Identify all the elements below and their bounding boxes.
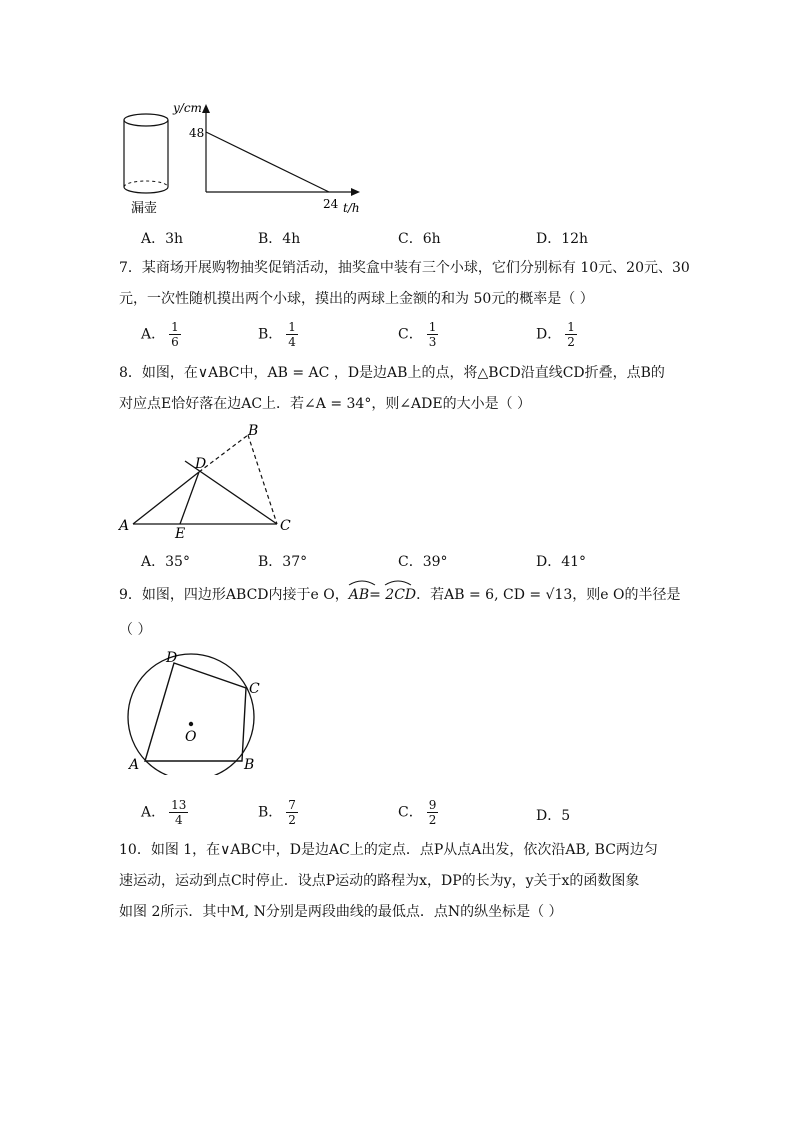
q8-stem-line1: 8．如图，在∨ABC中，AB = AC ，D是边AB上的点，将△BCD沿直线CD折叠，点B的	[119, 365, 665, 381]
point-b-label: B	[244, 757, 255, 773]
center-o-label: O	[185, 729, 197, 745]
q7-stem-line2: 元，一次性随机摸出两个小球，摸出的两球上金额的和为 50元的概率是（ ）	[119, 291, 594, 307]
segment-bc-dashed	[248, 435, 277, 524]
q8-option-d[interactable]: D．41°	[536, 554, 587, 570]
point-a-label: A	[119, 518, 130, 534]
arc-ab: AB	[349, 585, 369, 605]
depth-line	[206, 132, 329, 192]
q9-option-d[interactable]: D．5	[536, 808, 571, 824]
point-d-label: D	[195, 456, 207, 472]
point-e-label: E	[175, 526, 186, 540]
vessel-label: 漏壶	[131, 201, 158, 216]
q9-stem-line1: 9．如图，四边形ABCD内接于e O， AB = 2CD．若AB = 6, CD = √13，则e O的半径是	[119, 585, 681, 605]
point-c-label: C	[249, 681, 260, 697]
quadrilateral-abcd	[145, 663, 246, 761]
segment-db-dashed	[199, 435, 248, 472]
x-axis-label: t/h	[343, 201, 360, 215]
q8-option-c[interactable]: C．39°	[398, 554, 448, 570]
center-o-dot	[189, 722, 193, 726]
y-value-label: 48	[189, 126, 205, 140]
q6-figure	[115, 100, 365, 220]
q10-stem-line1: 10．如图 1，在∨ABC中，D是边AC上的定点．点P从点A出发，依次沿AB, BC两边匀	[119, 842, 658, 858]
q10-stem-line2: 速运动，运动到点C时停止．设点P运动的路程为x，DP的长为y，y关于x的函数图象	[119, 873, 640, 889]
q6-option-c[interactable]: C．6h	[398, 231, 441, 247]
q8-figure	[115, 420, 305, 540]
q8-option-a[interactable]: A．35°	[141, 554, 190, 570]
point-d-label: D	[166, 650, 178, 666]
q6-option-a[interactable]: A．3h	[141, 231, 184, 247]
water-clock-cylinder	[124, 114, 168, 193]
q7-option-b[interactable]: B． $\frac{1}{4}$	[258, 320, 296, 349]
q10-stem-line3: 如图 2所示．其中M, N分别是两段曲线的最低点．点N的纵坐标是（ ）	[119, 904, 563, 920]
q7-option-c[interactable]: C． $\frac{1}{3}$	[398, 320, 437, 349]
x-value-label: 24	[323, 197, 339, 211]
q8-stem-line2: 对应点E恰好落在边AC上．若∠A = 34°，则∠ADE的大小是（ ）	[119, 396, 532, 412]
point-b-label: B	[248, 423, 259, 439]
q7-option-a[interactable]: A． $\frac{1}{6}$	[141, 320, 179, 349]
q6-graph	[202, 104, 360, 196]
q9-option-c[interactable]: C． $\frac{9}{2}$	[398, 798, 437, 827]
q6-option-d[interactable]: D．12h	[536, 231, 589, 247]
q9-option-a[interactable]: A． $\frac{13}{4}$	[141, 798, 187, 827]
point-a-label: A	[129, 757, 140, 773]
q9-stem-line2: （ ）	[119, 622, 152, 638]
q9-option-b[interactable]: B． $\frac{7}{2}$	[258, 798, 296, 827]
arc-cd: = 2CD	[369, 585, 416, 605]
q9-figure	[115, 645, 275, 775]
q7-stem-line1: 7．某商场开展购物抽奖促销活动，抽奖盒中装有三个小球，它们分别标有 10元、20元、30	[119, 260, 690, 276]
y-axis-label: y/cm	[173, 101, 202, 115]
q8-option-b[interactable]: B．37°	[258, 554, 308, 570]
q7-option-d[interactable]: D． $\frac{1}{2}$	[536, 320, 575, 349]
point-c-label: C	[280, 518, 291, 534]
q6-option-b[interactable]: B．4h	[258, 231, 301, 247]
